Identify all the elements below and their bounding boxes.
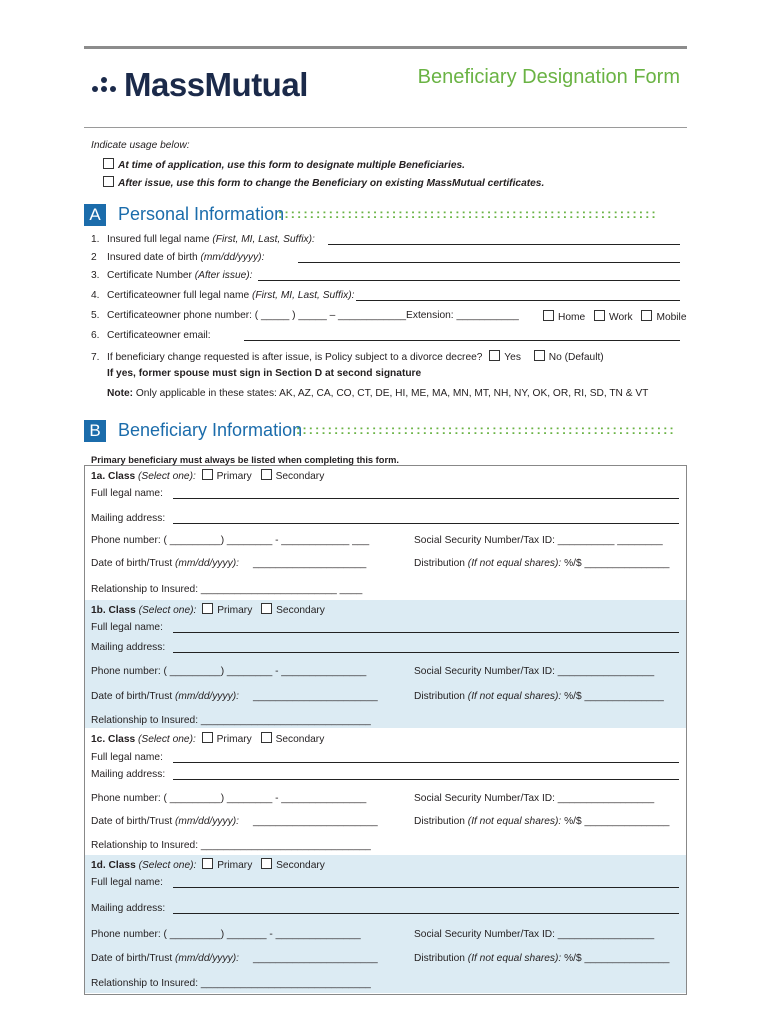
address-field-1a[interactable] (173, 523, 679, 524)
item-number: 7. (91, 352, 100, 363)
usage-option-after-issue-label: After issue, use this form to change the Beneficiary on existing MassMutual certificates. (118, 178, 545, 189)
dob-1c (91, 816, 239, 828)
item-divorce-decree (91, 350, 604, 364)
dob-label: Date of birth/Trust (91, 691, 175, 702)
spouse-note: If yes, former spouse must sign in Section D at second signature (107, 368, 422, 379)
checkbox-secondary[interactable] (261, 469, 272, 480)
checkbox-mobile[interactable] (641, 310, 652, 321)
address-label-1d: Mailing address: (91, 903, 166, 914)
header-rule (84, 127, 687, 128)
logo-text: MassMutual (124, 66, 308, 103)
distribution-label: Distribution (414, 691, 468, 702)
checkbox-primary[interactable] (202, 603, 213, 614)
item-hint: (First, MI, Last, Suffix): (212, 234, 315, 245)
phone-field-1c[interactable]: Phone number: ( _________) ________ - _______________ (91, 793, 367, 804)
distribution-1b[interactable] (414, 691, 664, 703)
distribution-label: Distribution (414, 816, 468, 827)
section-a-dots: :::::::::::::::::::::::::::::::::::::::::::::::::::::::::::: (278, 206, 658, 221)
name-label-1c: Full legal name: (91, 752, 163, 763)
dob-hint: (mm/dd/yyyy): (174, 558, 239, 569)
item-number: 4. (91, 290, 100, 301)
option-secondary-label: Secondary (275, 734, 325, 745)
address-field-1d[interactable] (173, 913, 679, 914)
dob-field-1b[interactable]: ______________________ (253, 691, 378, 702)
dob-1a (91, 558, 239, 570)
item-label: Certificateowner email: (107, 330, 211, 341)
checkbox-no[interactable] (534, 350, 545, 361)
address-field-1b[interactable] (173, 652, 679, 653)
phone-field-1a[interactable]: Phone number: ( _________) ________ - ____________ ___ (91, 535, 370, 546)
checkbox-home[interactable] (543, 310, 554, 321)
option-home-label: Home (558, 312, 586, 323)
item-insured-name (91, 234, 315, 246)
option-primary-label: Primary (217, 860, 253, 871)
distribution-field[interactable]: %/$ _______________ (561, 558, 670, 569)
select-hint: (Select one): (138, 605, 197, 616)
class-1d (91, 858, 325, 872)
owner-phone-field[interactable]: Certificateowner phone number: ( _____ ) _____ – ____________Extension: ___________ (107, 310, 519, 321)
address-field-1c[interactable] (173, 779, 679, 780)
usage-option-application[interactable] (103, 158, 465, 172)
checkbox-yes[interactable] (489, 350, 500, 361)
section-b-title: Beneficiary Information (118, 420, 303, 440)
class-label: 1b. Class (91, 605, 136, 616)
select-hint: (Select one): (138, 860, 197, 871)
dob-hint: (mm/dd/yyyy): (174, 691, 239, 702)
name-field-1d[interactable] (173, 887, 679, 888)
phone-type-options (543, 310, 686, 324)
item-label: If beneficiary change requested is after issue, is Policy subject to a divorce decree? (107, 352, 483, 363)
name-field-1c[interactable] (173, 762, 679, 763)
address-label-1c: Mailing address: (91, 769, 166, 780)
dob-hint: (mm/dd/yyyy): (174, 953, 239, 964)
name-label-1d: Full legal name: (91, 877, 163, 888)
distribution-label: Distribution (414, 953, 468, 964)
checkbox-primary[interactable] (202, 858, 213, 869)
shade-1d (85, 855, 686, 993)
primary-note: Primary beneficiary must always be listed when completing this form. (91, 455, 399, 465)
dob-hint: (mm/dd/yyyy): (174, 816, 239, 827)
distribution-1d[interactable] (414, 953, 669, 965)
option-secondary-label: Secondary (276, 860, 325, 871)
item-certificate-number (91, 270, 253, 282)
class-label: 1a. Class (91, 471, 136, 482)
owner-email-field[interactable] (244, 340, 680, 341)
distribution-hint: (If not equal shares): (467, 953, 562, 964)
distribution-label: Distribution (414, 558, 468, 569)
ssn-field-1d[interactable]: Social Security Number/Tax ID: _________________ (414, 929, 655, 940)
name-field-1a[interactable] (173, 498, 679, 499)
ssn-field-1a[interactable]: Social Security Number/Tax ID: __________ ________ (414, 535, 663, 546)
name-label-1a: Full legal name: (91, 488, 163, 499)
checkbox-secondary[interactable] (261, 732, 272, 743)
item-owner-name (91, 290, 354, 302)
item-number: 1. (91, 234, 100, 245)
item-hint: (First, MI, Last, Suffix): (251, 290, 355, 301)
distribution-field[interactable]: %/$ _______________ (561, 816, 670, 827)
usage-label: Indicate usage below: (91, 140, 190, 151)
address-label-1a: Mailing address: (91, 513, 166, 524)
dob-field-1d[interactable]: ______________________ (253, 953, 378, 964)
distribution-field[interactable]: %/$ _______________ (561, 953, 670, 964)
checkbox-primary[interactable] (202, 469, 213, 480)
dob-label: Date of birth/Trust (91, 816, 175, 827)
ssn-field-1b[interactable]: Social Security Number/Tax ID: _________________ (414, 666, 655, 677)
item-label: Certificate Number (107, 270, 195, 281)
checkbox-secondary[interactable] (261, 603, 272, 614)
form-title: Beneficiary Designation Form (417, 66, 680, 88)
name-label-1b: Full legal name: (91, 622, 163, 633)
dob-field-1c[interactable]: ______________________ (253, 816, 378, 827)
logo-dots-icon (91, 76, 118, 94)
note-text: Only applicable in these states: AK, AZ, CA, CO, CT, DE, HI, ME, MA, MN, MT, NH, NY, OK, OR, RI, SD, TN & VT (133, 388, 649, 399)
dob-label: Date of birth/Trust (91, 953, 175, 964)
section-b-dots: :::::::::::::::::::::::::::::::::::::::::::::::::::::::::::: (296, 422, 676, 437)
relationship-field-1c[interactable]: Relationship to Insured: ______________________________ (91, 840, 371, 851)
states-note (107, 388, 648, 400)
option-yes-label: Yes (504, 352, 521, 363)
class-1a (91, 469, 324, 483)
item-hint: (mm/dd/yyyy): (200, 252, 265, 263)
item-owner-email (91, 330, 211, 342)
distribution-1c[interactable] (414, 816, 669, 828)
item-label: Insured full legal name (107, 234, 213, 245)
massmutual-logo (91, 66, 308, 104)
insured-name-field[interactable] (328, 244, 680, 245)
class-1c (91, 732, 324, 746)
checkbox[interactable] (103, 176, 114, 187)
checkbox[interactable] (103, 158, 114, 169)
checkbox-primary[interactable] (202, 732, 213, 743)
section-a-title: Personal Information (118, 204, 285, 224)
dob-field-1a[interactable]: ____________________ (253, 558, 367, 569)
class-1b (91, 603, 325, 617)
item-owner-phone (91, 310, 519, 322)
shade-1b (85, 600, 686, 728)
address-label-1b: Mailing address: (91, 642, 166, 653)
checkbox-work[interactable] (594, 310, 605, 321)
section-a-letter: A (84, 204, 106, 226)
class-label: 1d. Class (91, 860, 136, 871)
note-label: Note: (107, 388, 134, 399)
item-hint: (After issue): (194, 270, 253, 281)
distribution-hint: (If not equal shares): (467, 816, 562, 827)
relationship-field-1a[interactable]: Relationship to Insured: ________________________ ____ (91, 584, 363, 595)
section-b-letter: B (84, 420, 106, 442)
option-primary-label: Primary (216, 734, 252, 745)
class-label: 1c. Class (91, 734, 136, 745)
select-hint: (Select one): (138, 734, 196, 745)
option-secondary-label: Secondary (275, 471, 325, 482)
item-number: 6. (91, 330, 100, 341)
distribution-hint: (If not equal shares): (467, 691, 562, 702)
top-rule (84, 46, 687, 49)
checkbox-secondary[interactable] (261, 858, 272, 869)
name-field-1b[interactable] (173, 632, 679, 633)
relationship-field-1b[interactable]: Relationship to Insured: ______________________________ (91, 715, 371, 726)
phone-field-1d[interactable]: Phone number: ( _________) _______ - _______________ (91, 929, 361, 940)
select-hint: (Select one): (138, 471, 196, 482)
certificate-number-field[interactable] (258, 280, 680, 281)
option-primary-label: Primary (216, 471, 252, 482)
option-secondary-label: Secondary (276, 605, 325, 616)
usage-option-application-label: At time of application, use this form to designate multiple Beneficiaries. (118, 160, 466, 171)
ssn-field-1c[interactable]: Social Security Number/Tax ID: _________________ (414, 793, 655, 804)
phone-field-1b[interactable]: Phone number: ( _________) ________ - _______________ (91, 666, 367, 677)
distribution-field[interactable]: %/$ ______________ (561, 691, 664, 702)
relationship-field-1d[interactable]: Relationship to Insured: ______________________________ (91, 978, 371, 989)
option-no-label: No (Default) (548, 352, 604, 363)
item-number: 3. (91, 270, 100, 281)
item-label: Certificateowner full legal name (107, 290, 252, 301)
owner-name-field[interactable] (356, 300, 680, 301)
item-number: 2 (91, 252, 97, 263)
option-mobile-label: Mobile (656, 312, 687, 323)
dob-1d (91, 953, 239, 965)
usage-option-after-issue[interactable] (103, 176, 544, 190)
option-primary-label: Primary (217, 605, 253, 616)
item-insured-dob (91, 252, 264, 264)
item-label: Insured date of birth (107, 252, 201, 263)
item-number: 5. (91, 310, 100, 321)
insured-dob-field[interactable] (298, 262, 680, 263)
dob-label: Date of birth/Trust (91, 558, 175, 569)
distribution-1a[interactable] (414, 558, 669, 570)
option-work-label: Work (609, 312, 633, 323)
dob-1b (91, 691, 239, 703)
distribution-hint: (If not equal shares): (467, 558, 562, 569)
